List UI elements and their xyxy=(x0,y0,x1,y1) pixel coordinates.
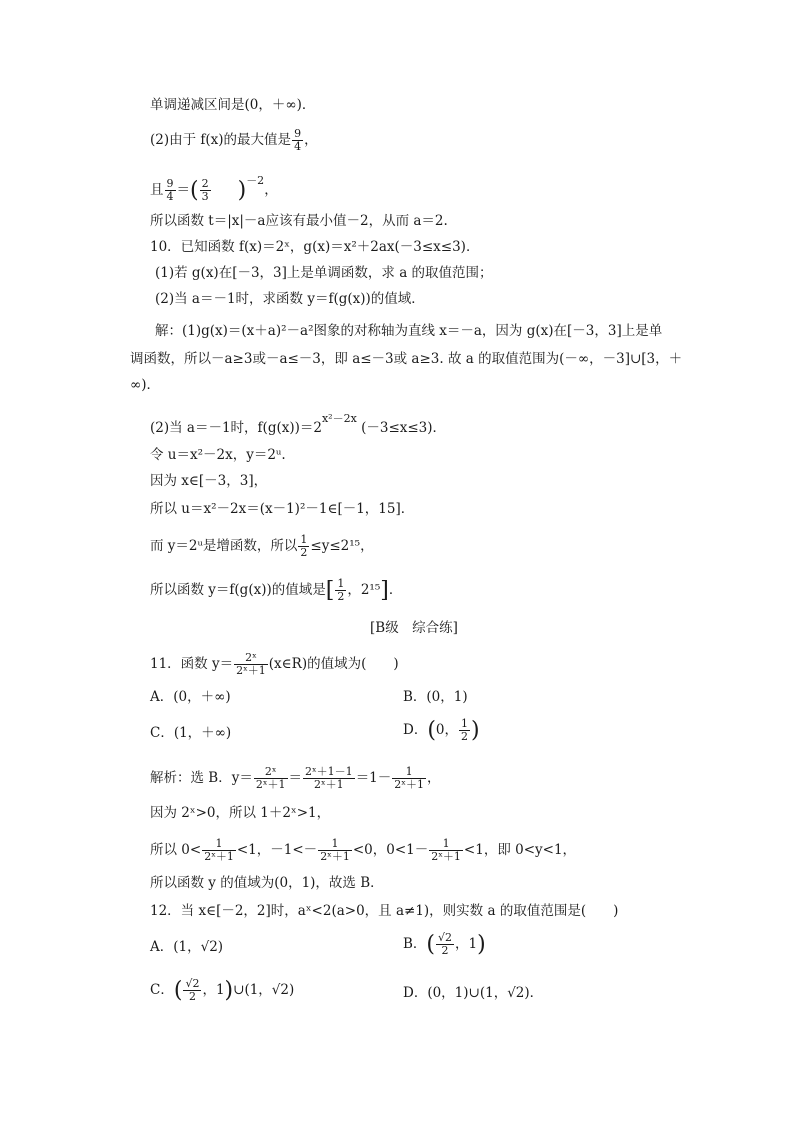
text-and: 且 xyxy=(150,182,164,198)
fraction-1-2: $\frac{1}{2}$ xyxy=(300,533,308,559)
question-11: 11．函数 y＝ $\frac{\text{2ˣ}}{\text{2ˣ＋1}}$ (x∈R)的值域为( ) xyxy=(150,651,399,677)
line-u-range: 所以 u＝x²－2x＝(x－1)²－1∈[－1，15]． xyxy=(150,501,415,517)
line-x-range: 因为 x∈[－3，3]， xyxy=(150,473,268,489)
solution-10-line1: 解：(1)g(x)＝(x＋a)²－a²图象的对称轴为直线 x＝－a，因为 g(x)在[－3，3]上是单 xyxy=(155,323,663,339)
exponent-neg2: －2 xyxy=(246,174,265,187)
line-max-value: (2)由于 f(x)的最大值是 $\frac{9}{4}$ ， xyxy=(150,127,318,153)
option-12-c[interactable]: C．( $\frac{√2}{2}$ ，1)∪(1，√2) xyxy=(150,977,295,1003)
option-11-a[interactable]: A．(0，＋∞) xyxy=(150,689,231,705)
fraction-1-2-b: $\frac{1}{2}$ xyxy=(337,577,345,603)
option-12-a[interactable]: A．(1，√2) xyxy=(150,939,224,955)
option-11-d[interactable]: D．(0， $\frac{1}{2}$ ) xyxy=(403,717,480,743)
question-10-part1: (1)若 g(x)在[－3，3]上是单调函数，求 a 的取值范围； xyxy=(155,265,493,281)
line-nine-fourths: 且 $\frac{9}{4}$ ＝( $\frac{2}{3}$ )$^{-2}$， xyxy=(150,174,278,203)
option-12-b[interactable]: B．( $\frac{√2}{2}$ ，1) xyxy=(403,931,486,957)
line-min-value: 所以函数 t＝|x|－a应该有最小值－2，从而 a＝2. xyxy=(150,213,448,229)
option-11-b[interactable]: B．(0，1) xyxy=(403,689,468,705)
question-10: 10．已知函数 f(x)＝2ˣ，g(x)＝x²＋2ax(－3≤x≤3)． xyxy=(150,239,480,255)
solution-11-line3: 所以 0< $\frac{1}{\text{2ˣ＋1}}$ <1，－1<－ $\frac{1}{\text{2ˣ＋1}}$ <0，0<1－ $\frac{1}{\text{2ˣ＋1}}$ <1，即 0<y<1， xyxy=(150,837,577,863)
text-max-value: (2)由于 f(x)的最大值是 xyxy=(150,132,292,148)
solution-11-line4: 所以函数 y 的值域为(0，1)，故选 B． xyxy=(150,875,384,891)
option-12-d[interactable]: D．(0，1)∪(1，√2)． xyxy=(403,985,544,1001)
option-11-c[interactable]: C．(1，＋∞) xyxy=(150,725,232,741)
line-monotonic-interval: 单调递减区间是(0，＋∞)． xyxy=(150,97,316,113)
question-12: 12．当 x∈[－2，2]时，aˣ<2(a>0，且 a≠1)，则实数 a 的取值范围是( ) xyxy=(150,903,619,919)
exponent-x2-2x: x²－2x xyxy=(321,412,357,425)
line-range-result: 所以函数 y＝f(g(x))的值域是[ $\frac{1}{2}$ ，2¹⁵]． xyxy=(150,577,403,603)
solution-10-line2: 调函数，所以－a≥3或－a≤－3，即 a≤－3或 a≥3. 故 a 的取值范围为(－∞，－3]∪[3，＋ xyxy=(130,351,683,367)
solution-11-line2: 因为 2ˣ>0，所以 1＋2ˣ>1， xyxy=(150,805,331,821)
solution-11-line1: 解析：选 B．y＝ $\frac{\text{2ˣ}}{\text{2ˣ＋1}}$ ＝ $\frac{\text{2ˣ＋1－1}}{\text{2ˣ＋1}}$ ＝1－ $\frac{1}{\text{2ˣ＋1}}$ ， xyxy=(150,765,441,791)
fraction-9-4-b: $\frac{9}{4}$ xyxy=(166,177,174,203)
line-increasing: 而 y＝2ᵘ是增函数，所以 $\frac{1}{2}$ ≤y≤2¹⁵， xyxy=(150,533,374,559)
fraction-q11: $\frac{\text{2ˣ}}{\text{2ˣ＋1}}$ xyxy=(236,651,266,677)
line-substitute-u: 令 u＝x²－2x，y＝2ᵘ. xyxy=(150,447,286,463)
solution-10-line3: ∞)． xyxy=(130,377,161,393)
fraction-2-3: $\frac{2}{3}$ xyxy=(201,177,209,203)
solution-10-part2: (2)当 a＝－1时，$f(g(x))=2^{x^2-2x}$ (－3≤x≤3)． xyxy=(150,412,447,436)
fraction-9-4: $\frac{9}{4}$ xyxy=(294,127,302,153)
question-10-part2: (2)当 a＝－1时，求函数 y＝f(g(x))的值域． xyxy=(155,291,425,307)
section-heading: [B级 综合练] xyxy=(370,620,458,636)
